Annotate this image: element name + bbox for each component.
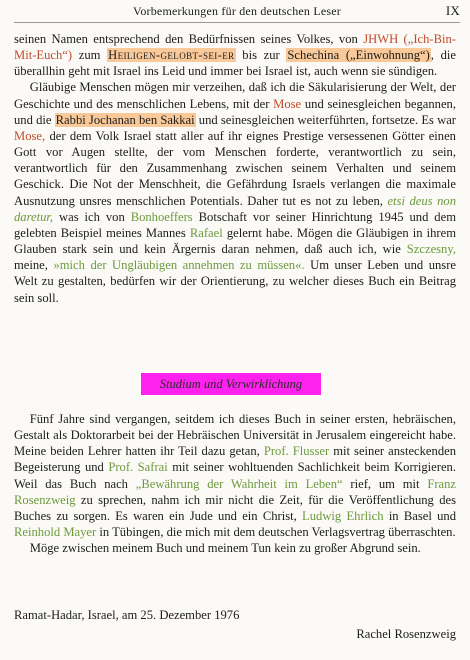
name-mayer: Reinhold Mayer [14, 525, 97, 540]
text-run: Botschaft vor seiner Hinrichtung 1945 und dem gelebten Beispiel meines Mannes [14, 209, 456, 240]
text-run: der dem Volk Israel statt aller auf ihr eignes Prestige versessenen Götter einen Gott vor Augen stellte, der vom Menschen forderte, verantwortlich zu sein, verantwortlich für den Zusammenhang zwischen seinem Verhalten und seinem Geschick. Die Not der Menschheit, die Gefährdung Israels verlangen die maximale Ausnutzung unsres menschlichen Potentials. Daher tut es not zu leben, [14, 128, 456, 208]
text-run: und seinesgleichen begannen, und die [14, 96, 456, 127]
section-heading [141, 373, 321, 395]
text-run: Um unser Leben und unsre Welt zu gestalten, bedürfen wir der Orientierung, zu welcher dieses Buch ein Beitrag sein soll. [14, 258, 456, 305]
name-safrai: Prof. Safrai [108, 460, 168, 475]
name-ehrlich: Ludwig Ehrlich [302, 508, 384, 523]
name-schechina: Schechina („Einwohnung“) [287, 48, 430, 63]
text-run: meine, [14, 258, 48, 273]
name-bonhoeffer: Bonhoeffers [130, 209, 193, 224]
name-szczesny: Szczesny, [406, 242, 456, 257]
text-run: in Basel und [388, 508, 456, 523]
page-number: IX [445, 3, 460, 18]
text-run: rief, um mit [350, 476, 420, 491]
quote-bewaehrung: „Bewährung der Wahrheit im Leben“ [135, 476, 343, 491]
latin-phrase: etsi deus non daretur, [14, 193, 456, 224]
text-run: gelernt habe. Mögen die Gläubigen in ihrem Glauben stark sein und kein Ärgernis daran nehmen, daß auch ich, wie [14, 225, 457, 257]
text-run: und seinesgleichen weiterführten, fortsetze. Es war [198, 112, 456, 127]
quote-szczesny: »mich der Ungläubigen annehmen zu müssen«. [53, 258, 305, 273]
text-run: zu sprechen, nahm ich mir nicht die Zeit, für die Veröffentlichung des Buches zu sorgen. Es waren ein Jude und ein Christ, [14, 492, 456, 523]
name-mose-2: Mose, [14, 128, 46, 143]
signature: Rachel Rosenzweig [356, 627, 456, 641]
name-rosenzweig: Franz Rosenzweig [14, 476, 456, 507]
text-run: in Tübingen, die mich mit dem deutschen Verlagsvertrag überraschten. [99, 525, 456, 540]
running-header [14, 0, 460, 23]
body-text-top [14, 31, 456, 306]
text-run: Gläubige Menschen mögen mir verzeihen, daß ich die Säkularisierung der Welt, der Geschichte und des menschlichen Lebens, mit der [14, 80, 456, 111]
place-date: Ramat-Hadar, Israel, am 25. Dezember 1976 [14, 608, 240, 622]
section-title: Studium und Verwirklichung [159, 377, 303, 391]
paragraph-4: Möge zwischen meinem Buch und meinem Tun kein zu großer Abgrund sein. [29, 541, 421, 556]
name-jhwh: JHWH („Ich-Bin-Mit-Euch“) [14, 32, 456, 63]
text-run: zum [78, 48, 101, 63]
name-heiligen: Heiligen-gelobt-sei-er [108, 48, 235, 63]
text-run: mit seiner ansteckenden Begeisterung und [14, 444, 457, 475]
name-mose: Mose [273, 96, 302, 111]
text-run: mit seiner wohltuenden Sachlichkeit beim Korrigieren. Weil das Buch nach [14, 460, 456, 491]
text-run: was ich von [59, 209, 125, 224]
text-run: seinen Namen entsprechend den Bedürfnissen seines Volkes, von [14, 32, 358, 46]
text-run: bis zur [242, 48, 280, 63]
text-run: , die überallhin geht mit Israel ins Leid und immer bei Israel ist, auch wenn sie sündigen. [14, 48, 456, 79]
body-text-bottom [14, 411, 456, 556]
header-title: Vorbemerkungen für den deutschen Leser [133, 4, 341, 18]
paragraph-3 [14, 411, 456, 540]
text-run: Fünf Jahre sind vergangen, seitdem ich dieses Buch in seiner ersten, hebräischen, Gestalt als Doktorarbeit bei der Hebräischen Universität in Jerusalem eingereicht habe. Meine beiden Lehrer hatten ihr Teil dazu getan, [14, 412, 456, 459]
name-rabbi: Rabbi Jochanan ben Sakkai [55, 112, 195, 127]
paragraph-1 [14, 31, 456, 79]
name-rafael: Rafael [189, 225, 223, 240]
paragraph-2 [14, 79, 456, 305]
name-flusser: Prof. Flusser [263, 444, 330, 459]
